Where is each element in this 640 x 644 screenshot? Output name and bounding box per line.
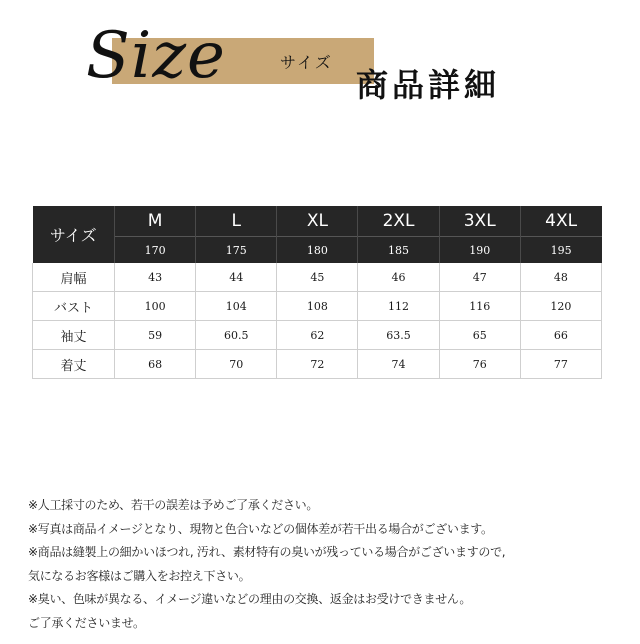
table-row bbox=[33, 350, 602, 379]
table-cell: 74 bbox=[358, 350, 439, 379]
note-line: ※人工採寸のため、若干の誤差は予めご了承ください。 bbox=[28, 498, 319, 512]
table-cell: 100 bbox=[115, 292, 196, 321]
height-header: 195 bbox=[520, 237, 601, 264]
size-header-row bbox=[33, 206, 602, 237]
table-cell: 70 bbox=[196, 350, 277, 379]
table-cell: 66 bbox=[520, 321, 601, 350]
table-cell: 77 bbox=[520, 350, 601, 379]
table-cell: 60.5 bbox=[196, 321, 277, 350]
row-label: 肩幅 bbox=[33, 263, 115, 292]
note-line: ※商品は縫製上の細かいほつれ, 汚れ、素材特有の臭いが残っている場合がございますので, bbox=[28, 545, 506, 559]
table-cell: 45 bbox=[277, 263, 358, 292]
row-label: 袖丈 bbox=[33, 321, 115, 350]
table-cell: 76 bbox=[439, 350, 520, 379]
page-title: 商品詳細 bbox=[356, 66, 501, 104]
height-header: 190 bbox=[439, 237, 520, 264]
size-header: 2XL bbox=[358, 206, 439, 237]
table-cell: 65 bbox=[439, 321, 520, 350]
table-cell: 104 bbox=[196, 292, 277, 321]
table-cell: 120 bbox=[520, 292, 601, 321]
table-cell: 116 bbox=[439, 292, 520, 321]
table-cell: 68 bbox=[115, 350, 196, 379]
note-line: ※臭い、色味が異なる、イメージ違いなどの理由の交換、返金はお受けできません。 bbox=[28, 592, 472, 606]
row-label: バスト bbox=[33, 292, 115, 321]
row-label: 着丈 bbox=[33, 350, 115, 379]
size-header: 4XL bbox=[520, 206, 601, 237]
table-cell: 59 bbox=[115, 321, 196, 350]
height-header: 175 bbox=[196, 237, 277, 264]
table-cell: 112 bbox=[358, 292, 439, 321]
table-cell: 46 bbox=[358, 263, 439, 292]
table-corner-label: サイズ bbox=[33, 206, 115, 263]
size-header: L bbox=[196, 206, 277, 237]
table-row bbox=[33, 321, 602, 350]
size-header: M bbox=[115, 206, 196, 237]
table-cell: 48 bbox=[520, 263, 601, 292]
table-cell: 62 bbox=[277, 321, 358, 350]
table-cell: 72 bbox=[277, 350, 358, 379]
height-header: 170 bbox=[115, 237, 196, 264]
notes bbox=[28, 494, 628, 635]
size-header: 3XL bbox=[439, 206, 520, 237]
height-header: 180 bbox=[277, 237, 358, 264]
height-header: 185 bbox=[358, 237, 439, 264]
note-line: 気になるお客様はご購入をお控え下さい。 bbox=[28, 568, 251, 583]
header bbox=[0, 0, 640, 130]
table-cell: 47 bbox=[439, 263, 520, 292]
size-script-title: Size bbox=[86, 19, 226, 93]
size-header: XL bbox=[277, 206, 358, 237]
note-line: ※写真は商品イメージとなり、現物と色合いなどの個体差が若干出る場合がございます。 bbox=[28, 521, 493, 536]
table-cell: 43 bbox=[115, 263, 196, 292]
size-kana-label: サイズ bbox=[280, 53, 333, 72]
table-row bbox=[33, 263, 602, 292]
table-cell: 44 bbox=[196, 263, 277, 292]
size-table bbox=[32, 206, 602, 379]
table-cell: 108 bbox=[277, 292, 358, 321]
height-header-row bbox=[33, 237, 602, 264]
table-cell: 63.5 bbox=[358, 321, 439, 350]
table-row bbox=[33, 292, 602, 321]
note-line: ご了承くださいませ。 bbox=[28, 615, 145, 630]
